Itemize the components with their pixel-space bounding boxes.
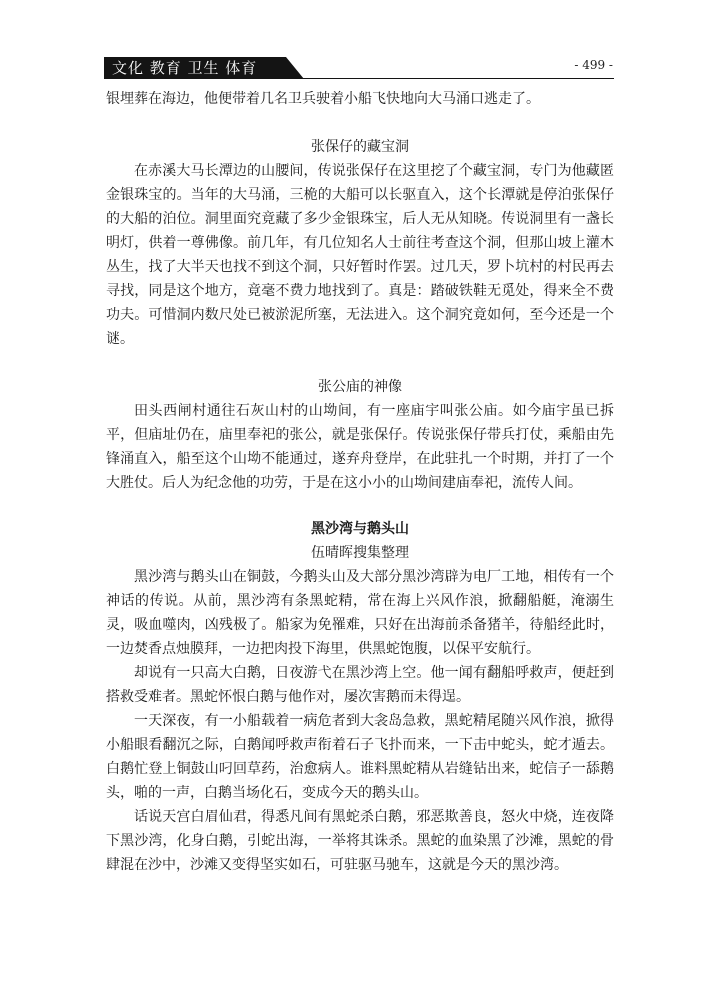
story3-paragraph-4: 话说天宫白眉仙君，得悉凡间有黑蛇杀白鹅，邪恶欺善良，怒火中烧，连夜降下黑沙湾，化身白鹅，引蛇出海，一举将其诛杀。黑蛇的血染黑了沙滩，黑蛇的骨肆混在沙中，沙滩又变得坚实如石，可驻驱马驰车，这就是今天的黑沙湾。 [106, 809, 614, 873]
intro-tail-paragraph: 银埋葬在海边，他便带着几名卫兵驶着小船飞快地向大马涌口逃走了。 [106, 91, 540, 107]
story3-paragraph-1: 黑沙湾与鹅头山在铜鼓，今鹅头山及大部分黑沙湾辟为电厂工地，相传有一个神话的传说。从前，黑沙湾有条黑蛇精，常在海上兴风作浪，掀翻船艇，淹溺生灵，吸血噬肉，凶残极了。船家为免罹难，只好在出海前杀备猪羊，待船经此时，一边焚香点烛膜拜，一边把肉投下海里，供黑蛇饱腹，以保平安航行。 [106, 569, 614, 657]
story3-title: 黑沙湾与鹅头山 [311, 521, 409, 537]
story3-paragraph-3: 一天深夜，有一小船载着一病危者到大衾岛急救，黑蛇精尾随兴风作浪，掀得小船眼看翻沉之际，白鹅闻呼救声衔着石子飞扑而来，一下击中蛇头，蛇才遁去。白鹅忙登上铜鼓山叼回草药，治愈病人。谁料黑蛇精从岩缝钻出来，蛇信子一舔鹅头，啪的一声，白鹅当场化石，变成今天的鹅头山。 [106, 713, 614, 801]
page-content [106, 87, 614, 877]
story3-paragraph-2: 却说有一只高大白鹅，日夜游弋在黑沙湾上空。他一闻有翻船呼救声，便赶到搭救受难者。黑蛇怀恨白鹅与他作对，屡次害鹅而未得逞。 [106, 665, 614, 705]
story2-title: 张公庙的神像 [318, 379, 402, 395]
spacer [106, 351, 614, 375]
header-rule [104, 78, 614, 79]
story1-title: 张保仔的藏宝洞 [311, 139, 409, 155]
section-label: 文化 教育 卫生 体育 [112, 59, 258, 77]
story2-paragraph: 田头西闸村通往石灰山村的山坳间，有一座庙宇叫张公庙。如今庙宇虽已拆平，但庙址仍在，庙里奉祀的张公，就是张保仔。传说张保仔带兵打仗，乘船由先锋涌直入，船至这个山坳不能通过，遂弃舟登岸，在此驻扎一个时期，并打了一个大胜仗。后人为纪念他的功劳，于是在这小小的山坳间建庙奉祀，流传人间。 [106, 403, 614, 491]
page-number: - 499 - [574, 58, 613, 72]
spacer [106, 111, 614, 135]
spacer [106, 495, 614, 517]
story1-paragraph: 在赤溪大马长潭边的山腰间，传说张保仔在这里挖了个藏宝洞，专门为他藏匿金银珠宝的。当年的大马涌，三桅的大船可以长驱直入，这个长潭就是停泊张保仔的大船的泊位。洞里面究竟藏了多少金银珠宝，后人无从知晓。传说洞里有一盏长明灯，供着一尊佛像。前几年，有几位知名人士前往考查这个洞，但那山坡上灌木丛生，找了大半天也找不到这个洞，只好暂时作罢。过几天，罗卜坑村的村民再去寻找，同是这个地方，竟毫不费力地找到了。真是：踏破铁鞋无觅处，得来全不费功夫。可惜洞内数尺处已被淤泥所塞，无法进入。这个洞究竟如何，至今还是一个谜。 [106, 163, 614, 347]
story3-collector: 伍晴晖搜集整理 [311, 545, 409, 561]
